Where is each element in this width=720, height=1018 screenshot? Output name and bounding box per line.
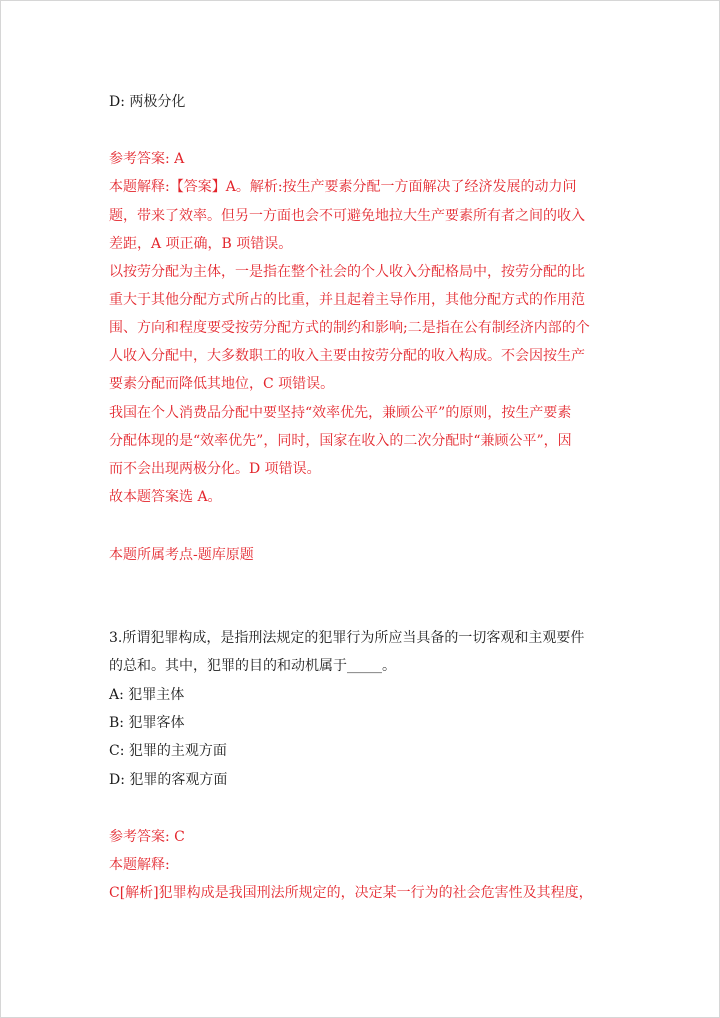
q2-explanation-line: 而不会出现两极分化。D 项错误。: [109, 461, 321, 477]
q2-explanation-line: 围、方向和程度要受按劳分配方式的制约和影响;二是指在公有制经济内部的个: [109, 320, 590, 336]
q2-option-d: D: 两极分化: [109, 94, 186, 110]
q2-explanation-line: 我国在个人消费品分配中要坚持“效率优先，兼顾公平”的原则，按生产要素: [109, 405, 572, 421]
q2-conclusion: 故本题答案选 A。: [109, 489, 222, 505]
q2-source-tag: 本题所属考点-题库原题: [109, 547, 254, 563]
q2-explanation-line: 以按劳分配为主体，一是指在整个社会的个人收入分配格局中，按劳分配的比: [109, 264, 585, 280]
q2-explanation-line: 重大于其他分配方式所占的比重，并且起着主导作用，其他分配方式的作用范: [109, 292, 585, 308]
q3-answer-label: 参考答案: C: [109, 829, 185, 845]
q3-option-a: A: 犯罪主体: [109, 687, 185, 703]
q2-explanation-line: 题，带来了效率。但另一方面也会不可避免地拉大生产要素所有者之间的收入: [109, 208, 585, 224]
q2-explanation-line: 要素分配而降低其地位，C 项错误。: [109, 376, 335, 392]
q3-explanation-line: C[解析]犯罪构成是我国刑法所规定的，决定某一行为的社会危害性及其程度，: [109, 885, 593, 901]
q2-explanation-line: 人收入分配中，大多数职工的收入主要由按劳分配的收入构成。不会因按生产: [109, 348, 585, 364]
q3-stem-line: 3.所谓犯罪构成，是指刑法规定的犯罪行为所应当具备的一切客观和主观要件: [109, 630, 585, 646]
q3-stem-line: 的总和。其中，犯罪的目的和动机属于_____。: [109, 658, 396, 674]
q3-option-d: D: 犯罪的客观方面: [109, 772, 228, 788]
q2-answer-label: 参考答案: A: [109, 151, 185, 167]
q2-explanation-line: 本题解释:【答案】A。解析:按生产要素分配一方面解决了经济发展的动力问: [109, 179, 577, 195]
q2-explanation-line: 差距，A 项正确，B 项错误。: [109, 236, 293, 252]
q3-explanation-label: 本题解释:: [109, 857, 170, 873]
q3-option-b: B: 犯罪客体: [109, 715, 185, 731]
q2-explanation-line: 分配体现的是“效率优先”，同时，国家在收入的二次分配时“兼顾公平”，因: [109, 433, 572, 449]
q3-option-c: C: 犯罪的主观方面: [109, 743, 227, 759]
